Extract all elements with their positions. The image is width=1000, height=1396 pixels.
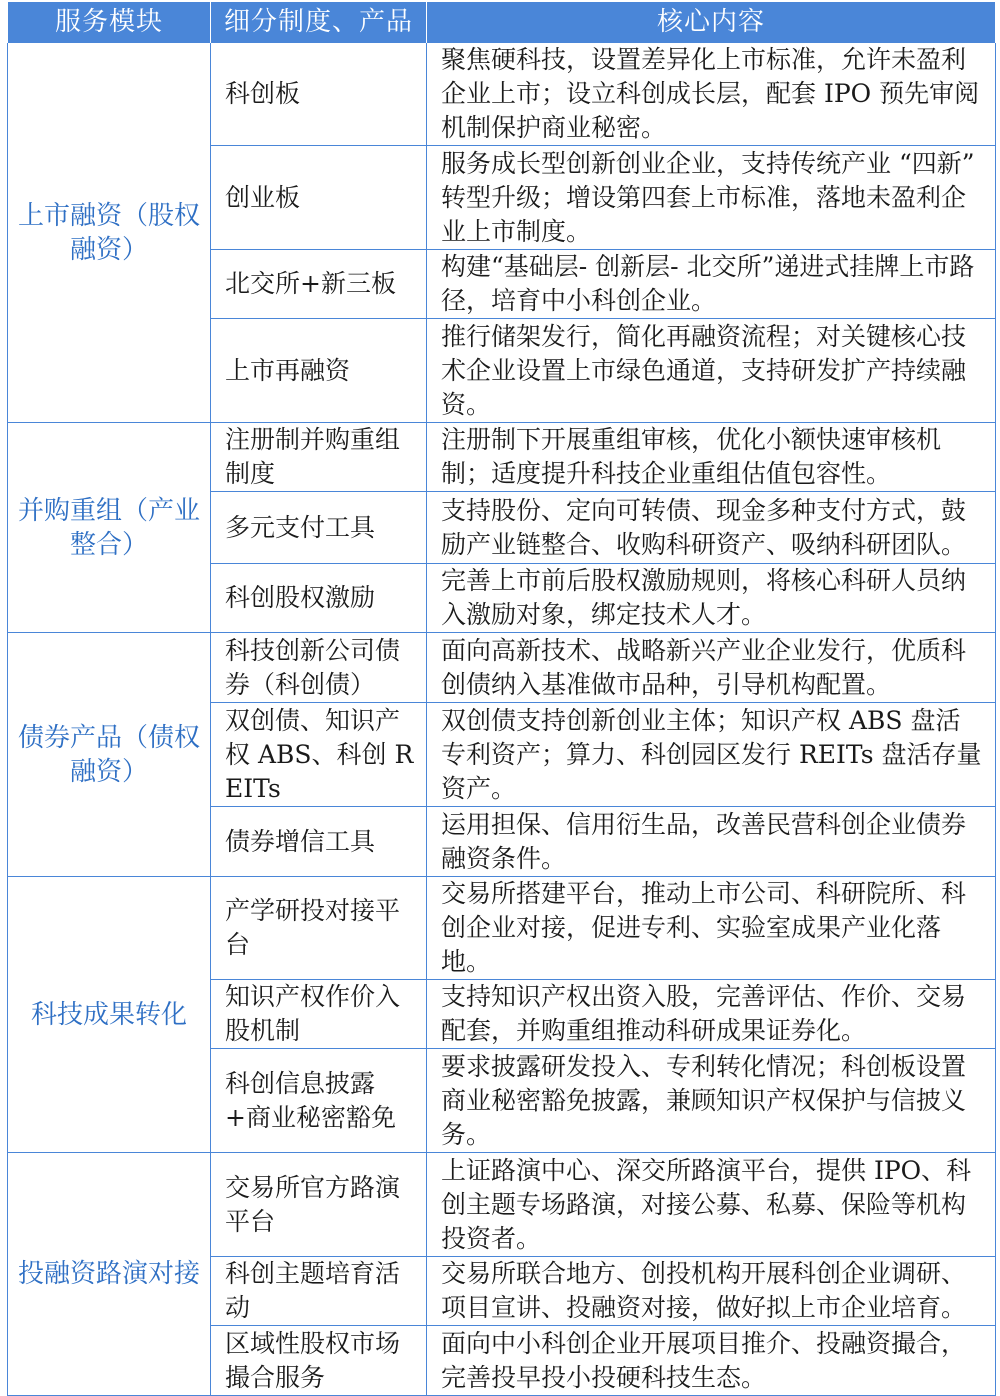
content-cell: 交易所搭建平台，推动上市公司、科研院所、科创企业对接，促进专利、实验室成果产业化落地。 [427,877,996,980]
product-cell: 注册制并购重组制度 [211,423,427,492]
product-cell: 科创板 [211,43,427,146]
product-cell: 北交所+新三板 [211,250,427,319]
content-cell: 面向中小科创企业开展项目推介、投融资撮合，完善投早投小投硬科技生态。 [427,1326,996,1396]
module-cell: 投融资路演对接 [8,1153,211,1396]
product-cell: 上市再融资 [211,319,427,423]
content-cell: 注册制下开展重组审核，优化小额快速审核机制；适度提升科技企业重组估值包容性。 [427,423,996,492]
product-cell: 知识产权作价入股机制 [211,980,427,1049]
module-cell: 并购重组（产业整合） [8,423,211,633]
content-cell: 推行储架发行，简化再融资流程；对关键核心技术企业设置上市绿色通道，支持研发扩产持续融资。 [427,319,996,423]
product-cell: 科创主题培育活动 [211,1257,427,1326]
product-cell: 区域性股权市场撮合服务 [211,1326,427,1396]
service-module-table [7,2,996,1396]
table-row [8,877,996,980]
header-module: 服务模块 [8,2,211,43]
table-row [8,1153,996,1257]
content-cell: 上证路演中心、深交所路演平台，提供 IPO、科创主题专场路演，对接公募、私募、保险等机构投资者。 [427,1153,996,1257]
content-cell: 运用担保、信用衍生品，改善民营科创企业债券融资条件。 [427,807,996,877]
product-cell: 科创股权激励 [211,564,427,633]
table-row [8,43,996,146]
module-cell: 上市融资（股权融资） [8,43,211,423]
table-row [8,423,996,492]
content-cell: 服务成长型创新创业企业，支持传统产业 “四新” 转型升级；增设第四套上市标准，落地未盈利企业上市制度。 [427,146,996,250]
content-cell: 双创债支持创新创业主体；知识产权 ABS 盘活专利资产；算力、科创园区发行 REITs 盘活存量资产。 [427,703,996,807]
content-cell: 交易所联合地方、创投机构开展科创企业调研、项目宣讲、投融资对接，做好拟上市企业培育。 [427,1257,996,1326]
content-cell: 构建“基础层- 创新层- 北交所”递进式挂牌上市路径，培育中小科创企业。 [427,250,996,319]
product-cell: 交易所官方路演平台 [211,1153,427,1257]
product-cell: 债券增信工具 [211,807,427,877]
product-cell: 双创债、知识产权 ABS、科创 REITs [211,703,427,807]
content-cell: 要求披露研发投入、专利转化情况；科创板设置商业秘密豁免披露，兼顾知识产权保护与信披义务。 [427,1049,996,1153]
module-cell: 科技成果转化 [8,877,211,1153]
table-row [8,633,996,703]
module-cell: 债券产品（债权融资） [8,633,211,877]
content-cell: 面向高新技术、战略新兴产业企业发行，优质科创债纳入基准做市品种，引导机构配置。 [427,633,996,703]
product-cell: 产学研投对接平台 [211,877,427,980]
content-cell: 支持股份、定向可转债、现金多种支付方式，鼓励产业链整合、收购科研资产、吸纳科研团队。 [427,492,996,564]
product-cell: 科创信息披露+商业秘密豁免 [211,1049,427,1153]
product-cell: 科技创新公司债券（科创债） [211,633,427,703]
content-cell: 聚焦硬科技，设置差异化上市标准，允许未盈利企业上市；设立科创成长层，配套 IPO 预先审阅机制保护商业秘密。 [427,43,996,146]
product-cell: 多元支付工具 [211,492,427,564]
content-cell: 支持知识产权出资入股，完善评估、作价、交易配套，并购重组推动科研成果证券化。 [427,980,996,1049]
product-cell: 创业板 [211,146,427,250]
content-cell: 完善上市前后股权激励规则，将核心科研人员纳入激励对象，绑定技术人才。 [427,564,996,633]
table-header-row [8,2,996,43]
header-content: 核心内容 [427,2,996,43]
header-product: 细分制度、产品 [211,2,427,43]
